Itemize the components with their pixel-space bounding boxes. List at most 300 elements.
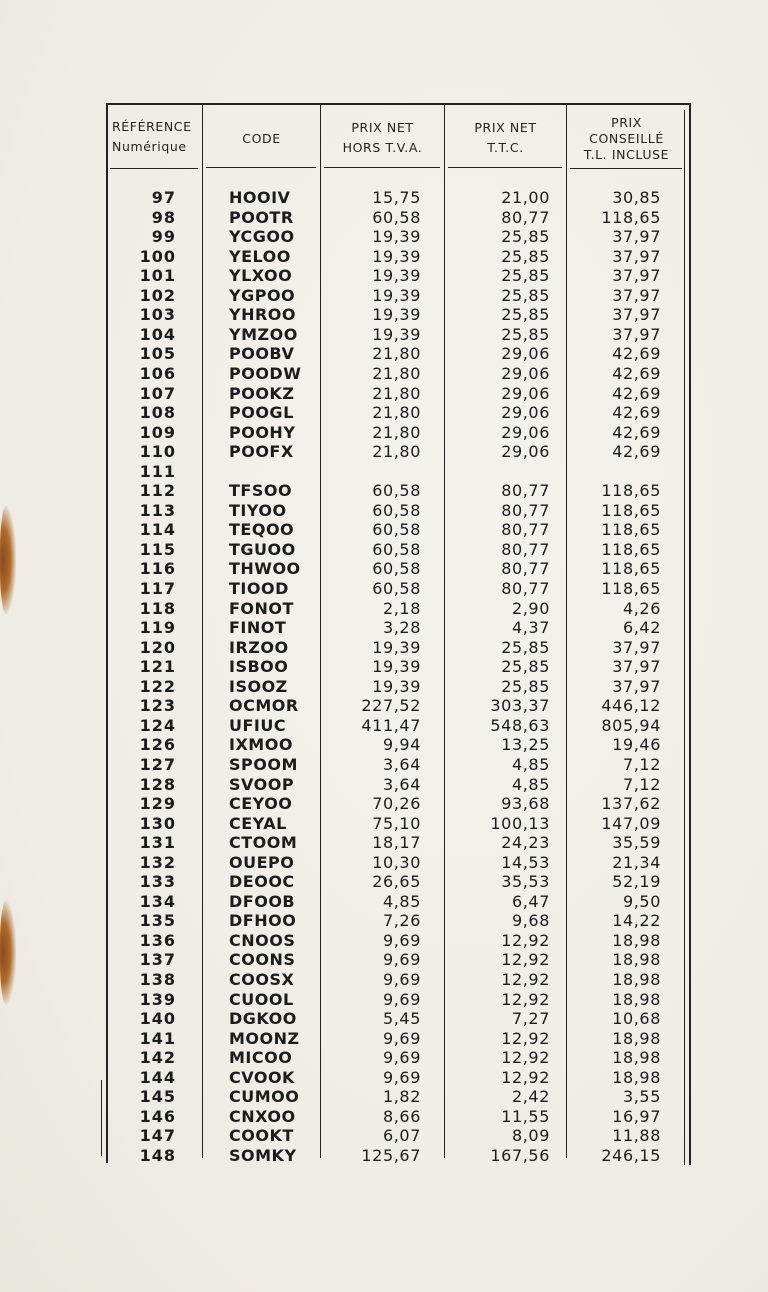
code-cell: CUOOL bbox=[229, 989, 294, 1009]
table-row bbox=[0, 1087, 768, 1107]
price-ttc-cell: 25,85 bbox=[501, 266, 550, 286]
price-ht-cell: 9,69 bbox=[382, 1048, 421, 1068]
price-ttc-cell: 25,85 bbox=[501, 324, 550, 344]
table-row bbox=[0, 559, 768, 579]
table-row bbox=[0, 716, 768, 736]
price-conseille-cell: 42,69 bbox=[612, 363, 661, 383]
code-cell: POOTR bbox=[229, 207, 294, 227]
table-row bbox=[0, 853, 768, 873]
price-ht-cell: 8,66 bbox=[382, 1106, 421, 1126]
price-conseille-cell: 805,94 bbox=[601, 715, 661, 735]
ref-cell: 115 bbox=[139, 539, 176, 559]
price-ht-cell: 5,45 bbox=[382, 1009, 421, 1029]
price-ht-cell: 9,69 bbox=[382, 930, 421, 950]
price-conseille-cell: 14,22 bbox=[612, 911, 661, 931]
code-cell: MOONZ bbox=[229, 1028, 300, 1048]
table-row bbox=[0, 814, 768, 834]
price-conseille-cell: 37,97 bbox=[612, 676, 661, 696]
code-cell: TIYOO bbox=[229, 500, 287, 520]
header-prix-ttc-line1: PRIX NET bbox=[474, 120, 537, 135]
price-conseille-cell: 42,69 bbox=[612, 422, 661, 442]
table-row bbox=[0, 325, 768, 345]
price-conseille-cell: 118,65 bbox=[601, 539, 661, 559]
price-ttc-cell: 25,85 bbox=[501, 676, 550, 696]
table-row bbox=[0, 618, 768, 638]
price-conseille-cell: 18,98 bbox=[612, 950, 661, 970]
price-conseille-cell: 18,98 bbox=[612, 1067, 661, 1087]
code-cell: SPOOM bbox=[229, 754, 298, 774]
price-ttc-cell: 8,09 bbox=[511, 1126, 550, 1146]
price-ttc-cell: 24,23 bbox=[501, 833, 550, 853]
price-ht-cell: 21,80 bbox=[372, 383, 421, 403]
price-conseille-cell: 42,69 bbox=[612, 403, 661, 423]
price-ttc-cell: 80,77 bbox=[501, 539, 550, 559]
code-cell: DEOOC bbox=[229, 872, 295, 892]
ref-cell: 140 bbox=[139, 1009, 176, 1029]
code-cell: YGPOO bbox=[229, 285, 296, 305]
table-row bbox=[0, 990, 768, 1010]
header-underline bbox=[570, 168, 682, 169]
table-row bbox=[0, 462, 768, 482]
table-row bbox=[0, 1009, 768, 1029]
price-ttc-cell: 80,77 bbox=[501, 520, 550, 540]
ref-cell: 137 bbox=[139, 950, 176, 970]
header-code-label: CODE bbox=[242, 131, 281, 146]
ref-cell: 105 bbox=[139, 344, 176, 364]
price-ht-cell: 70,26 bbox=[372, 794, 421, 814]
ref-cell: 99 bbox=[151, 227, 176, 247]
price-conseille-cell: 7,12 bbox=[622, 754, 661, 774]
header-prix-ht-line2: HORS T.V.A. bbox=[342, 140, 423, 155]
ref-cell: 123 bbox=[139, 696, 176, 716]
table-row bbox=[0, 950, 768, 970]
ref-cell: 119 bbox=[139, 618, 176, 638]
table-row bbox=[0, 970, 768, 990]
ref-cell: 142 bbox=[139, 1048, 176, 1068]
table-row bbox=[0, 1029, 768, 1049]
header-prix-ht-line1: PRIX NET bbox=[351, 120, 414, 135]
code-cell: COOSX bbox=[229, 970, 295, 989]
price-ht-cell: 3,64 bbox=[382, 754, 421, 774]
price-ttc-cell: 29,06 bbox=[501, 363, 550, 383]
code-cell: YMZOO bbox=[229, 324, 298, 344]
price-conseille-cell: 30,85 bbox=[612, 188, 661, 207]
table-row bbox=[0, 442, 768, 462]
header-reference-line1: RÉFÉRENCE bbox=[112, 119, 192, 134]
table-row bbox=[0, 540, 768, 560]
code-cell: YCGOO bbox=[229, 227, 295, 247]
price-ttc-cell: 29,06 bbox=[501, 344, 550, 364]
table-row bbox=[0, 247, 768, 267]
code-cell: POOBV bbox=[229, 344, 295, 364]
table-row bbox=[0, 735, 768, 755]
price-ht-cell: 4,85 bbox=[382, 891, 421, 911]
code-cell: ISOOZ bbox=[229, 676, 288, 696]
price-conseille-cell: 18,98 bbox=[612, 1048, 661, 1068]
ref-cell: 102 bbox=[139, 285, 176, 305]
table-row bbox=[0, 1048, 768, 1068]
price-ht-cell: 19,39 bbox=[372, 657, 421, 677]
ref-cell: 138 bbox=[139, 970, 176, 989]
table-row bbox=[0, 755, 768, 775]
price-conseille-cell: 9,50 bbox=[622, 891, 661, 911]
code-cell: POOGL bbox=[229, 403, 294, 423]
ref-cell: 128 bbox=[139, 774, 176, 794]
ref-cell: 107 bbox=[139, 383, 176, 403]
price-conseille-cell: 37,97 bbox=[612, 227, 661, 247]
ref-cell: 120 bbox=[139, 637, 176, 657]
price-ttc-cell: 12,92 bbox=[501, 1067, 550, 1087]
price-ht-cell: 19,39 bbox=[372, 227, 421, 247]
table-row bbox=[0, 423, 768, 443]
price-conseille-cell: 118,65 bbox=[601, 559, 661, 579]
price-conseille-cell: 118,65 bbox=[601, 481, 661, 501]
ref-cell: 117 bbox=[139, 579, 176, 598]
price-ttc-cell: 4,85 bbox=[511, 774, 550, 794]
price-conseille-cell: 35,59 bbox=[612, 833, 661, 853]
price-ttc-cell: 303,37 bbox=[490, 696, 550, 716]
ref-cell: 122 bbox=[139, 676, 176, 696]
ref-cell: 139 bbox=[139, 989, 176, 1009]
price-ht-cell: 10,30 bbox=[372, 852, 421, 872]
price-ht-cell: 9,69 bbox=[382, 1028, 421, 1048]
price-ht-cell: 9,69 bbox=[382, 1067, 421, 1087]
ref-cell: 110 bbox=[139, 442, 176, 462]
price-ht-cell: 125,67 bbox=[361, 1145, 421, 1165]
price-conseille-cell: 37,97 bbox=[612, 246, 661, 266]
ref-cell: 113 bbox=[139, 500, 176, 520]
table-row bbox=[0, 775, 768, 795]
code-cell: ISBOO bbox=[229, 657, 289, 677]
header-underline bbox=[110, 168, 198, 169]
table-row bbox=[0, 266, 768, 286]
ref-cell: 126 bbox=[139, 735, 176, 755]
code-cell: TGUOO bbox=[229, 539, 296, 559]
table-row bbox=[0, 911, 768, 931]
price-conseille-cell: 147,09 bbox=[601, 813, 661, 833]
price-conseille-cell: 37,97 bbox=[612, 637, 661, 657]
header-prix-ttc bbox=[445, 119, 566, 156]
ref-cell: 114 bbox=[139, 520, 176, 540]
table-row bbox=[0, 305, 768, 325]
ref-cell: 145 bbox=[139, 1087, 176, 1107]
price-conseille-cell: 118,65 bbox=[601, 207, 661, 227]
header-prix-conseille-line2: CONSEILLÉ bbox=[589, 131, 664, 146]
price-ttc-cell: 29,06 bbox=[501, 403, 550, 423]
code-cell: CTOOM bbox=[229, 833, 298, 853]
code-cell: CVOOK bbox=[229, 1067, 295, 1087]
code-cell: POOKZ bbox=[229, 383, 295, 403]
code-cell: SVOOP bbox=[229, 774, 295, 794]
table-row bbox=[0, 872, 768, 892]
price-ttc-cell: 12,92 bbox=[501, 1048, 550, 1068]
header-prix-conseille bbox=[567, 115, 686, 163]
price-conseille-cell: 246,15 bbox=[601, 1145, 661, 1165]
price-ht-cell: 19,39 bbox=[372, 305, 421, 325]
header-reference-line2: Numérique bbox=[112, 139, 187, 154]
price-ht-cell: 19,39 bbox=[372, 266, 421, 286]
price-ht-cell: 19,39 bbox=[372, 285, 421, 305]
code-cell: FONOT bbox=[229, 598, 294, 618]
price-ht-cell: 3,64 bbox=[382, 774, 421, 794]
ref-cell: 116 bbox=[139, 559, 176, 579]
header-underline bbox=[448, 167, 562, 168]
code-cell: OUEPO bbox=[229, 852, 295, 872]
price-ttc-cell: 4,85 bbox=[511, 754, 550, 774]
price-ht-cell: 60,58 bbox=[372, 481, 421, 501]
ref-cell: 118 bbox=[139, 598, 176, 618]
price-conseille-cell: 18,98 bbox=[612, 1028, 661, 1048]
price-ht-cell: 9,69 bbox=[382, 970, 421, 989]
code-cell: FINOT bbox=[229, 618, 287, 638]
code-cell: HOOIV bbox=[229, 188, 291, 207]
price-ht-cell: 21,80 bbox=[372, 403, 421, 423]
header-underline bbox=[206, 167, 316, 168]
code-cell: COOKT bbox=[229, 1126, 294, 1146]
ref-cell: 130 bbox=[139, 813, 176, 833]
price-ttc-cell: 2,90 bbox=[511, 598, 550, 618]
price-ht-cell: 60,58 bbox=[372, 559, 421, 579]
table-row bbox=[0, 931, 768, 951]
table-row bbox=[0, 696, 768, 716]
price-ttc-cell: 167,56 bbox=[490, 1145, 550, 1165]
header-prix-ttc-line2: T.T.C. bbox=[487, 140, 524, 155]
price-conseille-cell: 37,97 bbox=[612, 266, 661, 286]
price-ttc-cell: 25,85 bbox=[501, 305, 550, 325]
code-cell: OCMOR bbox=[229, 696, 299, 716]
table-row bbox=[0, 1146, 768, 1166]
ref-cell: 108 bbox=[139, 403, 176, 423]
code-cell: TEQOO bbox=[229, 520, 295, 540]
table-row bbox=[0, 520, 768, 540]
ref-cell: 100 bbox=[139, 246, 176, 266]
ref-cell: 103 bbox=[139, 305, 176, 325]
ref-cell: 106 bbox=[139, 363, 176, 383]
code-cell: MICOO bbox=[229, 1048, 293, 1068]
ref-cell: 104 bbox=[139, 324, 176, 344]
code-cell: YLXOO bbox=[229, 266, 293, 286]
ref-cell: 97 bbox=[151, 188, 176, 207]
price-ttc-cell: 4,37 bbox=[511, 618, 550, 638]
price-conseille-cell: 7,12 bbox=[622, 774, 661, 794]
price-ttc-cell: 6,47 bbox=[511, 891, 550, 911]
price-conseille-cell: 37,97 bbox=[612, 657, 661, 677]
table-row bbox=[0, 677, 768, 697]
table-row bbox=[0, 892, 768, 912]
code-cell: POOHY bbox=[229, 422, 296, 442]
table-row bbox=[0, 1068, 768, 1088]
price-ttc-cell: 35,53 bbox=[501, 872, 550, 892]
price-conseille-cell: 118,65 bbox=[601, 500, 661, 520]
header-prix-conseille-line3: T.L. INCLUSE bbox=[583, 147, 670, 162]
ref-cell: 121 bbox=[139, 657, 176, 677]
ref-cell: 98 bbox=[151, 207, 176, 227]
code-cell: YELOO bbox=[229, 246, 291, 266]
price-conseille-cell: 3,55 bbox=[622, 1087, 661, 1107]
code-cell: TIOOD bbox=[229, 579, 289, 598]
price-ttc-cell: 9,68 bbox=[511, 911, 550, 931]
price-ht-cell: 21,80 bbox=[372, 422, 421, 442]
price-ht-cell: 1,82 bbox=[382, 1087, 421, 1107]
price-ttc-cell: 12,92 bbox=[501, 950, 550, 970]
price-conseille-cell: 42,69 bbox=[612, 442, 661, 462]
price-conseille-cell: 18,98 bbox=[612, 989, 661, 1009]
price-ttc-cell: 80,77 bbox=[501, 579, 550, 598]
price-conseille-cell: 37,97 bbox=[612, 305, 661, 325]
price-ttc-cell: 2,42 bbox=[511, 1087, 550, 1107]
ref-cell: 112 bbox=[139, 481, 176, 501]
price-ttc-cell: 21,00 bbox=[501, 188, 550, 207]
price-ht-cell: 15,75 bbox=[372, 188, 421, 207]
code-cell: THWOO bbox=[229, 559, 301, 579]
table-row bbox=[0, 481, 768, 501]
price-ttc-cell: 12,92 bbox=[501, 930, 550, 950]
price-ht-cell: 9,69 bbox=[382, 950, 421, 970]
price-ttc-cell: 12,92 bbox=[501, 1028, 550, 1048]
ref-cell: 141 bbox=[139, 1028, 176, 1048]
price-ttc-cell: 29,06 bbox=[501, 422, 550, 442]
price-conseille-cell: 18,98 bbox=[612, 970, 661, 989]
price-ttc-cell: 29,06 bbox=[501, 442, 550, 462]
price-ht-cell: 21,80 bbox=[372, 442, 421, 462]
price-ttc-cell: 12,92 bbox=[501, 970, 550, 989]
code-cell: DGKOO bbox=[229, 1009, 297, 1029]
ref-cell: 111 bbox=[139, 461, 176, 481]
price-ht-cell: 75,10 bbox=[372, 813, 421, 833]
code-cell: CNOOS bbox=[229, 930, 296, 950]
price-conseille-cell: 18,98 bbox=[612, 930, 661, 950]
price-ht-cell: 19,39 bbox=[372, 324, 421, 344]
code-cell: COONS bbox=[229, 950, 296, 970]
ref-cell: 133 bbox=[139, 872, 176, 892]
table-row bbox=[0, 501, 768, 521]
price-ht-cell: 227,52 bbox=[361, 696, 421, 716]
price-ht-cell: 60,58 bbox=[372, 500, 421, 520]
price-conseille-cell: 4,26 bbox=[622, 598, 661, 618]
price-ht-cell: 6,07 bbox=[382, 1126, 421, 1146]
table-row bbox=[0, 1126, 768, 1146]
price-ht-cell: 60,58 bbox=[372, 520, 421, 540]
price-ht-cell: 2,18 bbox=[382, 598, 421, 618]
ref-cell: 134 bbox=[139, 891, 176, 911]
price-ttc-cell: 80,77 bbox=[501, 481, 550, 501]
price-ttc-cell: 7,27 bbox=[511, 1009, 550, 1029]
price-ttc-cell: 25,85 bbox=[501, 285, 550, 305]
price-conseille-cell: 42,69 bbox=[612, 383, 661, 403]
code-cell: DFHOO bbox=[229, 911, 297, 931]
ref-cell: 136 bbox=[139, 930, 176, 950]
price-ht-cell: 411,47 bbox=[361, 715, 421, 735]
table-row bbox=[0, 657, 768, 677]
ref-cell: 144 bbox=[139, 1067, 176, 1087]
price-ht-cell: 9,69 bbox=[382, 989, 421, 1009]
code-cell: CEYAL bbox=[229, 813, 287, 833]
price-ttc-cell: 93,68 bbox=[501, 794, 550, 814]
ref-cell: 101 bbox=[139, 266, 176, 286]
code-cell: CUMOO bbox=[229, 1087, 300, 1107]
price-conseille-cell: 52,19 bbox=[612, 872, 661, 892]
price-conseille-cell: 16,97 bbox=[612, 1106, 661, 1126]
code-cell: DFOOB bbox=[229, 891, 296, 911]
code-cell: YHROO bbox=[229, 305, 296, 325]
price-ht-cell: 9,94 bbox=[382, 735, 421, 755]
price-ht-cell: 60,58 bbox=[372, 539, 421, 559]
price-ht-cell: 21,80 bbox=[372, 344, 421, 364]
code-cell: TFSOO bbox=[229, 481, 293, 501]
header-code bbox=[203, 130, 320, 147]
price-ttc-cell: 25,85 bbox=[501, 246, 550, 266]
table-row bbox=[0, 344, 768, 364]
price-ttc-cell: 13,25 bbox=[501, 735, 550, 755]
price-ht-cell: 3,28 bbox=[382, 618, 421, 638]
code-cell: IXMOO bbox=[229, 735, 293, 755]
table-row bbox=[0, 364, 768, 384]
code-cell: CNXOO bbox=[229, 1106, 296, 1126]
price-ht-cell: 60,58 bbox=[372, 207, 421, 227]
code-cell: POOFX bbox=[229, 442, 294, 462]
table-row bbox=[0, 403, 768, 423]
table-row bbox=[0, 599, 768, 619]
table-row bbox=[0, 794, 768, 814]
header-prix-ht bbox=[321, 119, 444, 156]
code-cell: UFIUC bbox=[229, 715, 287, 735]
price-conseille-cell: 137,62 bbox=[601, 794, 661, 814]
price-conseille-cell: 37,97 bbox=[612, 324, 661, 344]
ref-cell: 135 bbox=[139, 911, 176, 931]
table-row bbox=[0, 188, 768, 208]
table-top-border bbox=[106, 103, 691, 105]
ref-cell: 148 bbox=[139, 1145, 176, 1165]
ref-cell: 109 bbox=[139, 422, 176, 442]
code-cell: SOMKY bbox=[229, 1145, 297, 1165]
price-conseille-cell: 11,88 bbox=[612, 1126, 661, 1146]
code-cell: CEYOO bbox=[229, 794, 293, 814]
table-row bbox=[0, 638, 768, 658]
table-row bbox=[0, 579, 768, 599]
code-cell: POODW bbox=[229, 363, 302, 383]
table-row bbox=[0, 227, 768, 247]
code-cell: IRZOO bbox=[229, 637, 289, 657]
table-row bbox=[0, 833, 768, 853]
price-ttc-cell: 100,13 bbox=[490, 813, 550, 833]
price-ht-cell: 7,26 bbox=[382, 911, 421, 931]
ref-cell: 132 bbox=[139, 852, 176, 872]
price-ttc-cell: 12,92 bbox=[501, 989, 550, 1009]
price-conseille-cell: 42,69 bbox=[612, 344, 661, 364]
price-ht-cell: 26,65 bbox=[372, 872, 421, 892]
price-conseille-cell: 446,12 bbox=[601, 696, 661, 716]
price-ttc-cell: 11,55 bbox=[501, 1106, 550, 1126]
price-ht-cell: 19,39 bbox=[372, 637, 421, 657]
header-underline bbox=[324, 167, 440, 168]
price-ttc-cell: 80,77 bbox=[501, 207, 550, 227]
price-conseille-cell: 6,42 bbox=[622, 618, 661, 638]
ref-cell: 127 bbox=[139, 754, 176, 774]
table-row bbox=[0, 1107, 768, 1127]
price-ttc-cell: 25,85 bbox=[501, 637, 550, 657]
ref-cell: 147 bbox=[139, 1126, 176, 1146]
price-ttc-cell: 80,77 bbox=[501, 500, 550, 520]
price-ht-cell: 60,58 bbox=[372, 579, 421, 598]
price-ttc-cell: 80,77 bbox=[501, 559, 550, 579]
price-conseille-cell: 21,34 bbox=[612, 852, 661, 872]
price-conseille-cell: 19,46 bbox=[612, 735, 661, 755]
price-ttc-cell: 548,63 bbox=[490, 715, 550, 735]
ref-cell: 129 bbox=[139, 794, 176, 814]
table-row bbox=[0, 286, 768, 306]
price-ht-cell: 19,39 bbox=[372, 246, 421, 266]
price-conseille-cell: 10,68 bbox=[612, 1009, 661, 1029]
